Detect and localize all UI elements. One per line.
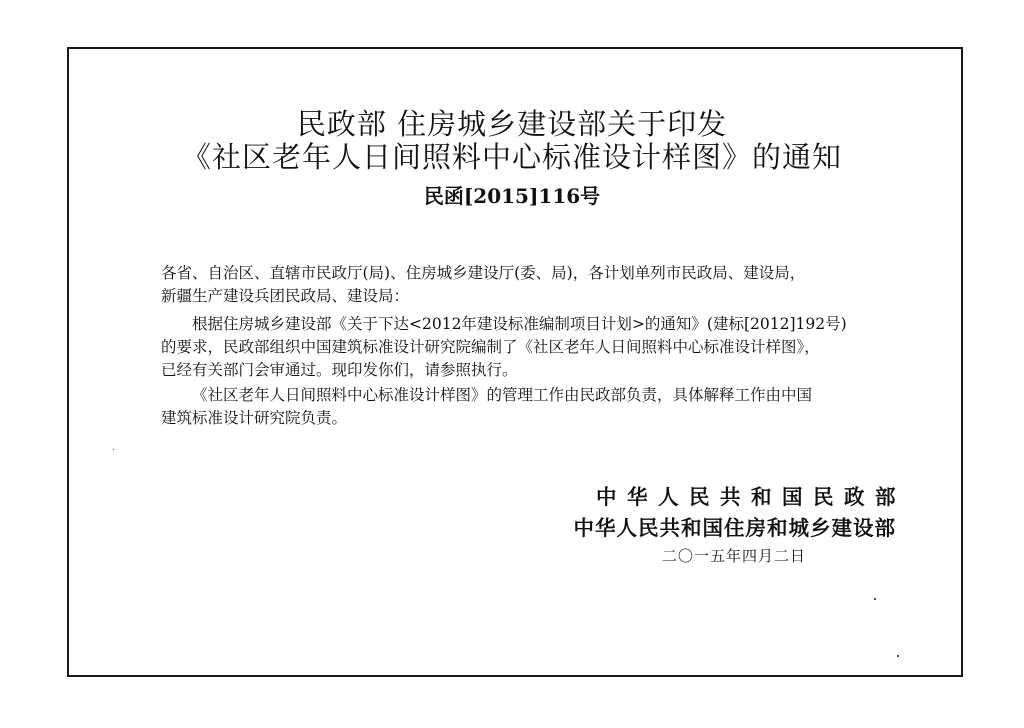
scan-speck	[874, 598, 876, 600]
notice-title-line-2: 《社区老年人日间照料中心标准设计样图》的通知	[181, 140, 842, 174]
signature-date: 二〇一五年四月二日	[662, 547, 807, 565]
body-line-recipients-2: 新疆生产建设兵团民政局、建设局：	[161, 287, 410, 305]
signature-ministry-of-civil-affairs: 中华人民共和国民政部	[596, 485, 906, 509]
body-paragraph-2-line-2: 建筑标准设计研究院负责。	[161, 409, 348, 427]
scan-speck	[897, 655, 899, 657]
document-number: 民函[2015]116号	[423, 184, 601, 208]
signature-ministry-of-housing: 中华人民共和国住房和城乡建设部	[573, 516, 896, 540]
body-paragraph-1-line-1: 根据住房城乡建设部《关于下达<2012年建设标准编制项目计划>的通知》(建标[2012]192号)	[192, 315, 847, 333]
body-line-recipients-1: 各省、自治区、直辖市民政厅(局)、住房城乡建设厅(委、局)，各计划单列市民政局、建设局，	[161, 264, 806, 282]
scan-speck	[113, 449, 114, 450]
body-paragraph-2-line-1: 《社区老年人日间照料中心标准设计样图》的管理工作由民政部负责，具体解释工作由中国	[192, 386, 813, 404]
body-paragraph-1-line-2: 的要求，民政部组织中国建筑标准设计研究院编制了《社区老年人日间照料中心标准设计样图》，	[161, 338, 820, 356]
body-paragraph-1-line-3: 已经有关部门会审通过。现印发你们，请参照执行。	[161, 361, 518, 379]
notice-title-line-1: 民政部 住房城乡建设部关于印发	[296, 107, 728, 141]
